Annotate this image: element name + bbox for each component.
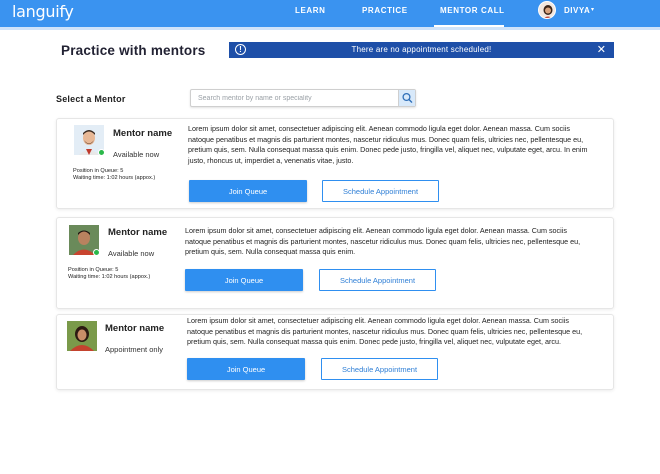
mentor-name: Mentor name — [113, 128, 173, 139]
mentor-card — [56, 314, 614, 390]
nav-practice[interactable]: PRACTICE — [362, 6, 408, 15]
queue-info — [68, 267, 150, 280]
page-title: Practice with mentors — [61, 43, 206, 58]
user-avatar[interactable] — [538, 1, 556, 19]
alert-text: There are no appointment scheduled! — [351, 45, 492, 54]
waiting-time: Waiting time: 1:02 hours (appox.) — [68, 273, 151, 280]
info-icon: ! — [235, 44, 246, 55]
mentor-bio: Lorem ipsum dolor sit amet, consectetuer adipiscing elit. Aenean commodo ligula eget dolor. Aenean massa. Cum sociis natoque penatibus et magnis dis parturient montes, nascetur ridiculus mus. Donec quam felis, ultricies nec, pellentesque eu, pretium quis, sem. Nulla consequat massa quis enim. Donec pede justo, fringilla vel, aliquet nec, vulputate eget, arcu. In enim justo, rhoncus ut, imperdiet a, venenatis vitae, justo. — [188, 124, 588, 165]
mentor-name: Mentor name — [105, 323, 165, 334]
search-input[interactable] — [198, 93, 398, 104]
select-mentor-label: Select a Mentor — [56, 94, 126, 104]
mentor-search — [190, 89, 416, 107]
queue-position: Position in Queue: 5 — [73, 168, 124, 174]
search-button[interactable] — [398, 90, 415, 106]
search-icon — [399, 90, 416, 106]
schedule-appointment-button[interactable]: Schedule Appointment — [319, 269, 436, 291]
user-avatar-icon — [539, 2, 556, 19]
mentor-bio: Lorem ipsum dolor sit amet, consectetuer adipiscing elit. Aenean commodo ligula eget dolor. Aenean massa. Cum sociis natoque penatibus et magnis dis parturient montes, nascetur ridiculus mus. Donec quam felis, ultricies nec, pellentesque eu, pretium quis, sem. Nulla consequat massa quis enim. — [185, 226, 581, 256]
nav-mentor-call[interactable]: MENTOR CALL — [440, 6, 505, 15]
mentor-card — [56, 118, 614, 209]
mentor-bio: Lorem ipsum dolor sit amet, consectetuer adipiscing elit. Aenean commodo ligula eget dolor. Aenean massa. Cum sociis natoque penatibus et magnis dis parturient montes, nascetur ridiculus mus. Donec quam felis, ultricies nec, pellentesque eu, pretium quis, sem. Nulla consequat massa quis enim. Donec pede justo, fringilla vel, aliquet nec, vulputate eget, arcu. — [187, 316, 583, 346]
chevron-down-icon[interactable]: ▾ — [591, 7, 595, 13]
mentor-photo — [67, 321, 97, 351]
waiting-time: Waiting time: 1:02 hours (appox.) — [73, 174, 156, 181]
join-queue-button[interactable]: Join Queue — [187, 358, 305, 380]
queue-info — [73, 168, 155, 181]
join-queue-button[interactable]: Join Queue — [185, 269, 303, 291]
mentor-avatar-icon — [67, 321, 97, 351]
close-icon[interactable]: ✕ — [596, 44, 606, 56]
mentor-card — [56, 217, 614, 309]
user-name[interactable]: DIVYA — [564, 6, 591, 15]
app-logo[interactable]: languify — [12, 2, 74, 21]
alert-banner — [229, 42, 614, 58]
schedule-appointment-button[interactable]: Schedule Appointment — [321, 358, 438, 380]
mentor-availability: Available now — [108, 249, 155, 258]
nav-learn[interactable]: LEARN — [295, 6, 326, 15]
nav-shadow — [0, 27, 660, 30]
online-status-dot — [98, 149, 105, 156]
mentor-name: Mentor name — [108, 227, 168, 238]
mentor-availability: Available now — [113, 150, 160, 159]
join-queue-button[interactable]: Join Queue — [189, 180, 307, 202]
queue-position: Position in Queue: 5 — [68, 267, 119, 273]
schedule-appointment-button[interactable]: Schedule Appointment — [322, 180, 439, 202]
mentor-availability: Appointment only — [105, 345, 163, 354]
online-status-dot — [93, 249, 100, 256]
top-nav-bar — [0, 0, 660, 27]
